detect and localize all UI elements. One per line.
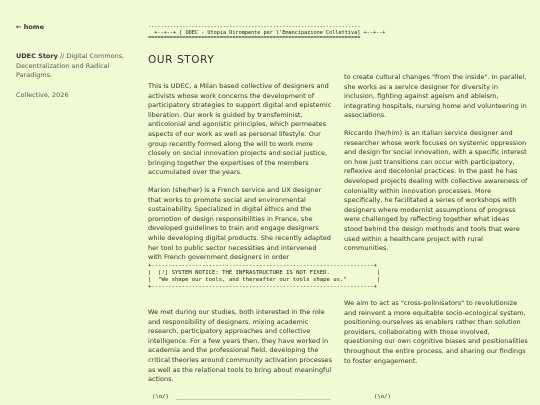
paragraph-marion-continued: to create cultural changes "from the inside". In parallel, she works as a service designer for diversity in inclusion, fighting against ageism and ableism, integrating hospitals, nursing home and volunteering in associations. [344,73,527,120]
notice-border-bottom: +------------------------------------------------------------------+ [148,284,378,290]
story-title: OUR STORY [148,54,215,66]
project-title-bold: UDEC Story [16,52,58,60]
notice-border-top: +------------------------------------------------------------------+ [148,263,378,269]
story-right-column-2 [344,299,528,374]
banner-top-line: -------------------------------------------------------------------- [148,24,361,30]
ascii-figure-right: (\o/) [374,394,391,400]
ascii-header-banner [148,25,410,42]
paragraph-intro: This is UDEC, a Milan based collective of designers and activists whose work concerns the development of participatory strategies to support digital and epistemic liberation. Our work is guided by transfeminist, anticolonial and agonistic principles, which permeates aspects of our work as well as personal lifestyle. Our group recently formed along the will to work more closely on social innovation projects and social justice, bringing together the expertises of the members accumulated over the years. [148,82,332,177]
system-notice-box [148,263,420,291]
ascii-figure-left: (\o/) ______________________________________________ [152,394,331,400]
project-title-rest: // Digital Commons, Decentralization and Radical Paradigms. [16,52,125,79]
project-title [16,52,126,81]
story-left-column-1 [148,82,332,271]
paragraph-how-we-met: We met during our studies, both interested in the role and responsibility of designers, mixing academic research, participatory approaches and collective intelligence. For a few years then, they have worked in academia and the professional field, developing the critical theories around community activation processes as well as the relational tools to bring about meaningful actions. [148,308,332,384]
banner-title-line: +--+--+ [ UDEC - Utopia Dirompente per l'Emancipazione Collettiva] +--+--+ [148,29,386,36]
story-left-column-2 [148,308,332,393]
paragraph-aim: We aim to act as "cross-polinisators" to revolutionize and reinvent a more equitable socio-ecological system, positioning ourselves as enablers rather than solution providers, collaborating with those involved, questioning our own cognitive biases and positionalities throughout the entire process, and sharing our findings to foster engagement. [344,299,528,365]
paragraph-marion: Marion (she/her) is a French service and UX designer that works to promote social and environmental sustainability. Specialized in digital ethics and the promotion of design responsibilities in France, she developed guidelines to train and engage designers while developing digital products. She recently adapted her tool to public sector necessities and intervened with French government designers in order [148,185,331,262]
banner-bottom-line: ==================================================================== [148,35,361,42]
paragraph-riccardo: Riccardo (he/him) is an Italian service designer and researcher whose work focuses on systemic oppression and design for social innovation, with a specific interest on how just transitions can occur with participatory, reflexive and decolonial practices. In the past he has developed projects dealing with collective awareness of coloniality within innovation processes. More specifically, he facilitated a series of workshops with designers where modernist assumptions of progress were challenged by reflecting together what ideas stood behind the design methods and tools that were used within a healthcare project with rural communities. [344,128,528,253]
notice-line-1: | [!] SYSTEM NOTICE: THE INFRASTRUCTURE IS NOT FIXED. | [148,270,381,276]
project-meta: Collective, 2026 [16,90,69,99]
home-link[interactable]: ← home [16,23,44,31]
sidebar [16,52,126,99]
notice-line-2: | "We shape our tools, and thereafter our tools shape us." | [148,277,381,283]
story-right-column-1 [344,73,528,262]
